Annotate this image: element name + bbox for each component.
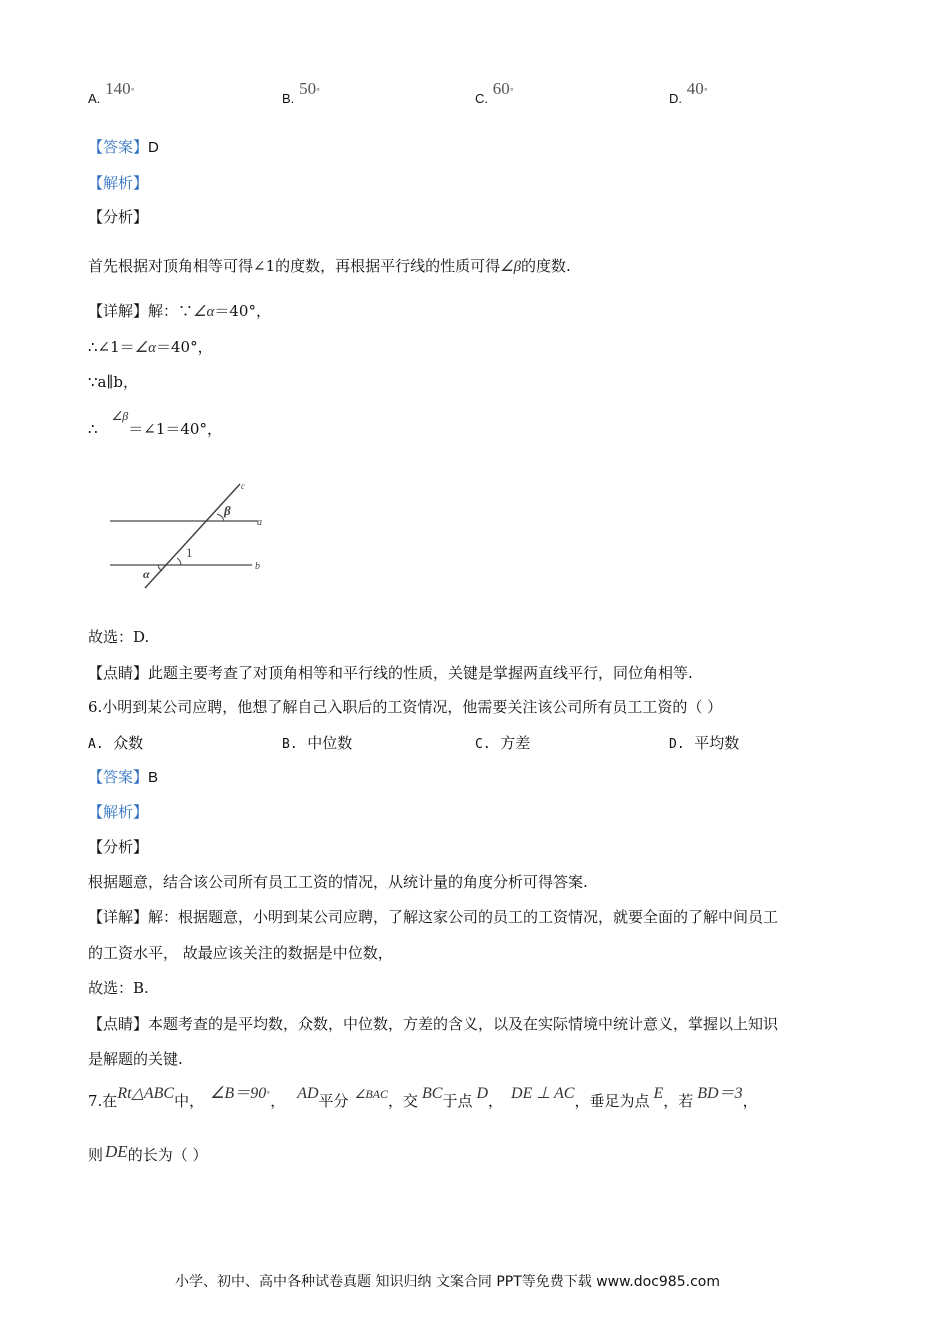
- degree-mark: °: [316, 87, 321, 96]
- degree-mark: °: [509, 87, 514, 96]
- q7-stem-line-1: [88, 1085, 758, 1111]
- q5-detail-line-3: ∵a∥b，: [88, 373, 139, 391]
- stem-text: ，: [742, 1092, 758, 1110]
- option-letter: B.: [282, 737, 298, 752]
- arc-beta: [217, 514, 224, 521]
- math-ad: AD: [297, 1085, 319, 1102]
- q6-detail-line-2: 的工资水平， 故最应该关注的数据是中位数，: [88, 944, 393, 962]
- option-value: 40: [686, 79, 704, 98]
- stem-text: 则: [88, 1146, 104, 1164]
- detail-text: ∴∠1＝: [88, 338, 135, 356]
- option-letter: A.: [88, 737, 104, 752]
- q6-option-d: [669, 732, 739, 753]
- option-letter: C.: [475, 737, 491, 752]
- q5-detail-line-4: [88, 409, 222, 439]
- angle-beta: ∠β: [111, 409, 129, 423]
- q6-dianjing-line-2: 是解题的关键.: [88, 1050, 183, 1068]
- q5-option-d: [669, 79, 708, 108]
- q5-answer: [88, 136, 159, 157]
- math-angle-bac: ∠BAC: [354, 1087, 388, 1101]
- label-b: b: [255, 561, 260, 572]
- math-de: DE: [105, 1142, 128, 1161]
- stem-text: 中，: [174, 1092, 205, 1110]
- degree-mark: °: [266, 1090, 271, 1099]
- degree-mark: °: [130, 87, 135, 96]
- option-letter: A.: [88, 91, 101, 106]
- q6-choose: 故选：B.: [88, 979, 149, 997]
- stem-text: 平分: [318, 1092, 349, 1110]
- stem-text: ，: [488, 1092, 504, 1110]
- math-angle-b: ∠B＝90: [210, 1085, 267, 1102]
- option-text: 平均数: [694, 734, 740, 752]
- q6-option-b: [282, 732, 352, 753]
- answer-value: D: [148, 139, 159, 156]
- fenxi-text-a: 首先根据对顶角相等可得∠1的度数，再根据平行线的性质可得: [88, 257, 501, 275]
- label-c: c: [241, 481, 245, 491]
- detail-text: ＝40°，: [155, 338, 213, 356]
- q6-fenxi-text: 根据题意，结合该公司所有员工工资的情况，从统计量的角度分析可得答案.: [88, 873, 588, 891]
- math-point-d: D: [476, 1085, 489, 1102]
- dianjing-text: 此题主要考查了对顶角相等和平行线的性质，关键是掌握两直线平行，同位角相等.: [148, 664, 693, 682]
- angle-alpha: ∠α: [193, 304, 215, 320]
- detail-text: ∴: [88, 420, 98, 438]
- q6-option-c: [475, 732, 530, 753]
- q6-detail-line-1: [88, 906, 778, 927]
- q5-jiexi-tag: 【解析】: [88, 174, 149, 192]
- q6-stem: 6.小明到某公司应聘，他想了解自己入职后的工资情况，他需要关注该公司所有员工工资的（ ）: [88, 698, 723, 716]
- arc-alpha: [158, 565, 162, 571]
- option-value: 60: [492, 79, 510, 98]
- q5-option-a: [88, 79, 135, 108]
- stem-text: 7.在: [88, 1092, 118, 1110]
- option-value: 140: [105, 79, 131, 98]
- dianjing-text: 本题考查的是平均数，众数，中位数，方差的含义，以及在实际情境中统计意义，掌握以上知识: [148, 1015, 779, 1033]
- stem-text: ，若: [663, 1092, 694, 1110]
- math-bd-eq-3: BD＝3: [697, 1085, 743, 1102]
- detail-text: ＝∠1＝40°，: [128, 420, 222, 438]
- math-bc: BC: [422, 1085, 443, 1102]
- detail-text: ＝40°，: [214, 302, 271, 320]
- math-point-e: E: [653, 1085, 664, 1102]
- q5-fenxi-text: [88, 255, 571, 276]
- dianjing-tag: 【点睛】: [88, 1015, 149, 1033]
- label-one: 1: [186, 545, 193, 560]
- stem-text: 于点: [442, 1092, 473, 1110]
- fenxi-text-b: 的度数.: [521, 257, 571, 275]
- line-c: [145, 484, 240, 588]
- dianjing-tag: 【点睛】: [88, 664, 149, 682]
- q5-detail-line-1: [88, 300, 271, 321]
- option-letter: C.: [475, 91, 488, 106]
- label-beta: β: [224, 503, 231, 518]
- arc-one: [177, 558, 181, 565]
- q5-dianjing: [88, 662, 693, 683]
- math-rt-abc: Rt△ABC: [117, 1085, 175, 1102]
- option-text: 方差: [500, 734, 531, 752]
- stem-text: ，: [270, 1092, 286, 1110]
- q6-answer: [88, 766, 158, 787]
- q5-option-c: [475, 79, 514, 108]
- answer-tag: 【答案】: [88, 138, 149, 156]
- stem-text: 的长为（ ）: [127, 1146, 208, 1164]
- q6-option-a: [88, 732, 143, 753]
- q6-dianjing-line-1: [88, 1013, 778, 1034]
- parallel-lines-figure: [100, 478, 280, 593]
- option-text: 众数: [113, 734, 144, 752]
- label-alpha: α: [143, 567, 150, 581]
- option-letter: D.: [669, 737, 685, 752]
- detail-tag: 【详解】: [88, 302, 149, 320]
- q7-stem-line-2: [88, 1144, 207, 1165]
- q5-choose: 故选：D.: [88, 628, 150, 646]
- detail-text: 解：∵: [148, 302, 194, 320]
- detail-text: 解：根据题意，小明到某公司应聘，了解这家公司的员工的工资情况，就要全面的了解中间员工: [148, 908, 779, 926]
- stem-text: ，交: [387, 1092, 418, 1110]
- q6-fenxi-tag: 【分析】: [88, 838, 149, 856]
- math-de-perp-ac: DE ⊥ AC: [511, 1085, 575, 1102]
- degree-mark: °: [703, 87, 708, 96]
- detail-tag: 【详解】: [88, 908, 149, 926]
- q5-fenxi-tag: 【分析】: [88, 208, 149, 226]
- answer-tag: 【答案】: [88, 768, 149, 786]
- option-letter: B.: [282, 91, 295, 106]
- option-text: 中位数: [307, 734, 353, 752]
- answer-value: B: [148, 769, 159, 786]
- label-a: a: [257, 517, 262, 528]
- angle-alpha: ∠α: [134, 340, 156, 356]
- option-letter: D.: [669, 91, 682, 106]
- q5-option-b: [282, 79, 321, 108]
- option-value: 50: [299, 79, 317, 98]
- stem-text: ，垂足为点: [574, 1092, 650, 1110]
- angle-beta: ∠β: [500, 259, 522, 275]
- q5-detail-line-2: [88, 336, 213, 357]
- q6-jiexi-tag: 【解析】: [88, 803, 149, 821]
- page-footer: 小学、初中、高中各种试卷真题 知识归纳 文案合同 PPT等免费下载 www.doc985.com: [175, 1274, 720, 1290]
